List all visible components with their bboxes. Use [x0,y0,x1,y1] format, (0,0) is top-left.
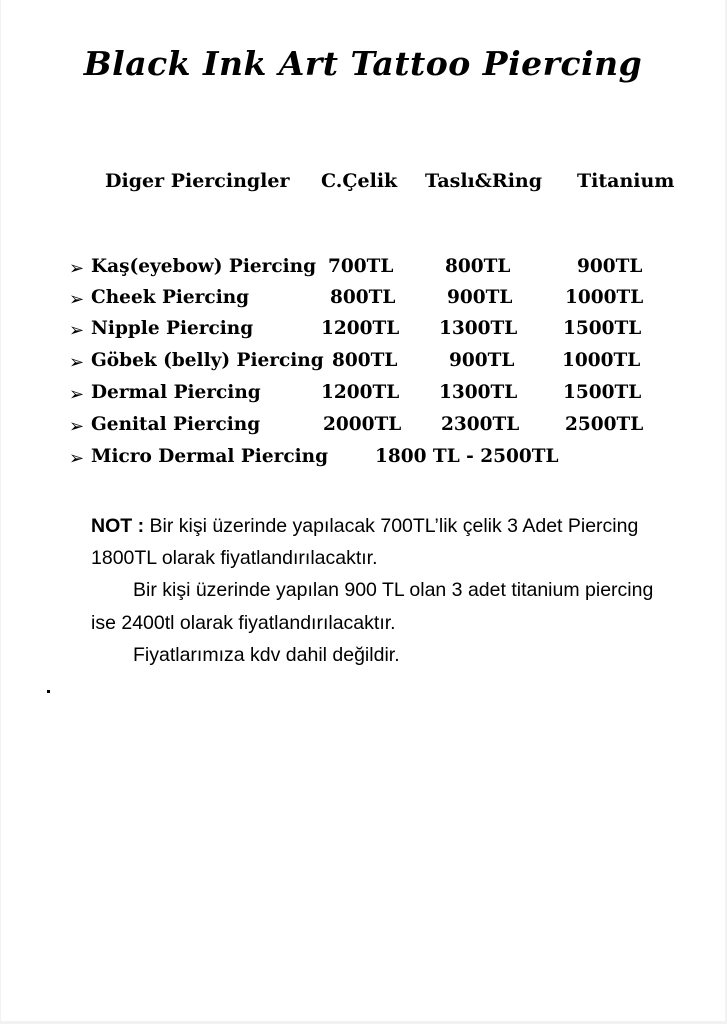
price-titanium: 1500TL [563,382,642,403]
note-text-2: Bir kişi üzerinde yapılan 900 TL olan 3 adet titanium piercing ise 2400tl olarak fiyatlandırılacaktır. [91,579,654,634]
piercing-name: Kaş(eyebow) Piercing [91,256,317,277]
arrow-bullet-icon: ➢ [69,289,85,310]
price-celik: 1200TL [321,318,400,339]
price-row [1,382,727,412]
price-row [1,318,727,348]
price-tasli: 900TL [447,287,513,308]
price-titanium: 900TL [577,256,643,277]
price-celik: 2000TL [323,414,402,435]
pricing-note [91,510,661,671]
note-text-1: Bir kişi üzerinde yapılacak 700TL’lik çelik 3 Adet Piercing 1800TL olarak fiyatlandırılacaktır. [91,515,639,570]
arrow-bullet-icon: ➢ [69,258,85,279]
page-title: Black Ink Art Tattoo Piercing [83,44,643,83]
header-piercing-name: Diger Piercingler [105,170,290,192]
arrow-bullet-icon: ➢ [69,384,85,405]
header-titanium: Titanium [577,170,675,192]
price-row [1,287,727,317]
piercing-name: Nipple Piercing [91,318,254,339]
price-titanium: 1000TL [562,350,641,371]
stray-dot-mark [47,690,50,693]
price-tasli: 900TL [449,350,515,371]
price-titanium: 1000TL [565,287,644,308]
arrow-bullet-icon: ➢ [69,352,85,373]
note-paragraph-1 [91,510,661,574]
price-titanium: 1500TL [563,318,642,339]
price-tasli: 2300TL [441,414,520,435]
document-page [1,0,725,1021]
piercing-name: Cheek Piercing [91,287,250,308]
price-row-micro-dermal [1,446,727,476]
note-paragraph-3 [91,639,661,671]
price-celik: 800TL [330,287,396,308]
header-celik: C.Çelik [321,170,398,192]
price-titanium: 2500TL [565,414,644,435]
price-table-header [1,170,727,198]
price-tasli: 800TL [445,256,511,277]
price-row [1,256,727,286]
piercing-name: Göbek (belly) Piercing [91,350,324,371]
price-celik: 800TL [332,350,398,371]
note-label: NOT : [91,515,145,537]
header-tasli-ring: Taslı&Ring [425,170,543,192]
arrow-bullet-icon: ➢ [69,416,85,437]
price-tasli: 1300TL [439,318,518,339]
piercing-name: Dermal Piercing [91,382,261,403]
price-row [1,414,727,444]
arrow-bullet-icon: ➢ [69,448,85,469]
price-row [1,350,727,380]
price-celik: 1200TL [321,382,400,403]
piercing-name: Micro Dermal Piercing [91,446,329,467]
price-range: 1800 TL - 2500TL [375,446,559,467]
price-celik: 700TL [328,256,394,277]
arrow-bullet-icon: ➢ [69,320,85,341]
note-paragraph-2 [91,574,661,638]
piercing-name: Genital Piercing [91,414,261,435]
note-text-3: Fiyatlarımıza kdv dahil değildir. [133,643,400,666]
price-tasli: 1300TL [439,382,518,403]
